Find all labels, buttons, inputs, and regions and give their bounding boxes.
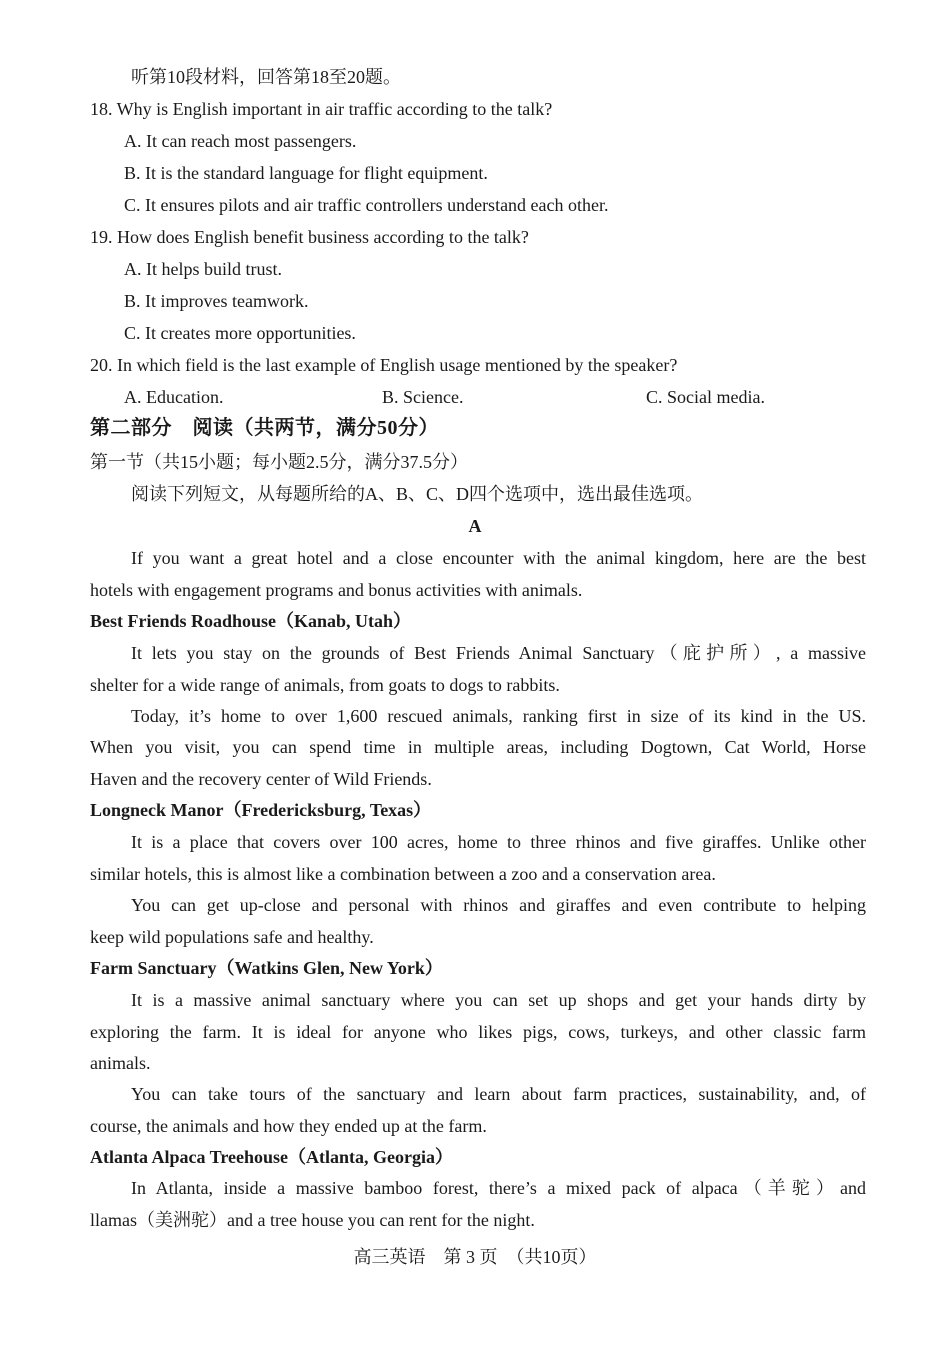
passage-intro-line-1: If you want a great hotel and a close encounter with the animal kingdom, here are the best (131, 548, 866, 568)
paragraph-line: exploring the farm. It is ideal for anyone who likes pigs, cows, turkeys, and other classic farm (90, 1022, 866, 1042)
paragraph-line: It lets you stay on the grounds of Best Friends Animal Sanctuary（庇护所）, a massive (131, 643, 866, 663)
question-20-option-a: A. Education. (124, 387, 224, 407)
question-18-stem: 18. Why is English important in air traffic according to the talk? (90, 99, 553, 119)
hotel-heading-farm-sanctuary: Farm Sanctuary（Watkins Glen, New York） (90, 958, 443, 978)
paragraph-line: When you visit, you can spend time in multiple areas, including Dogtown, Cat World, Horse (90, 737, 866, 757)
question-20-stem: 20. In which field is the last example of English usage mentioned by the speaker? (90, 355, 678, 375)
question-19-stem: 19. How does English benefit business according to the talk? (90, 227, 529, 247)
paragraph-line: Haven and the recovery center of Wild Friends. (90, 769, 432, 789)
reading-instruction: 阅读下列短文，从每题所给的A、B、C、D四个选项中，选出最佳选项。 (131, 484, 704, 504)
page-footer: 高三英语 第 3 页 （共10页） (353, 1247, 597, 1267)
question-19-option-c: C. It creates more opportunities. (124, 323, 356, 343)
listening-instruction: 听第10段材料，回答第18至20题。 (131, 67, 401, 87)
section-one-title: 第一节（共15小题；每小题2.5分，满分37.5分） (90, 452, 468, 472)
question-20-option-b: B. Science. (382, 387, 464, 407)
paragraph-line: animals. (90, 1053, 151, 1073)
paragraph-line: It is a place that covers over 100 acres, home to three rhinos and five giraffes. Unlike other (131, 832, 866, 852)
paragraph-line: Today, it’s home to over 1,600 rescued animals, ranking first in size of its kind in the US. (131, 706, 866, 726)
paragraph-line: similar hotels, this is almost like a combination between a zoo and a conservation area. (90, 864, 716, 884)
paragraph-line: keep wild populations safe and healthy. (90, 927, 374, 947)
paragraph-line: shelter for a wide range of animals, from goats to dogs to rabbits. (90, 675, 560, 695)
hotel-heading-atlanta-alpaca: Atlanta Alpaca Treehouse（Atlanta, Georgia） (90, 1147, 453, 1167)
hotel-heading-longneck-manor: Longneck Manor（Fredericksburg, Texas） (90, 800, 432, 820)
paragraph-line: llamas（美洲驼）and a tree house you can rent for the night. (90, 1210, 535, 1230)
hotel-heading-best-friends: Best Friends Roadhouse（Kanab, Utah） (90, 611, 412, 631)
question-19-option-b: B. It improves teamwork. (124, 291, 309, 311)
question-18-option-b: B. It is the standard language for flight equipment. (124, 163, 488, 183)
paragraph-line: It is a massive animal sanctuary where you can set up shops and get your hands dirty by (131, 990, 866, 1010)
paragraph-line: course, the animals and how they ended up at the farm. (90, 1116, 487, 1136)
question-19-option-a: A. It helps build trust. (124, 259, 282, 279)
paragraph-line: You can take tours of the sanctuary and learn about farm practices, sustainability, and, of (131, 1084, 866, 1104)
question-18-option-c: C. It ensures pilots and air traffic controllers understand each other. (124, 195, 609, 215)
question-18-option-a: A. It can reach most passengers. (124, 131, 357, 151)
question-20-options (0, 385, 950, 409)
part-two-title: 第二部分 阅读（共两节，满分50分） (90, 417, 439, 439)
paragraph-line: You can get up-close and personal with rhinos and giraffes and even contribute to helping (131, 895, 866, 915)
passage-label: A (468, 516, 482, 536)
passage-intro-line-2: hotels with engagement programs and bonus activities with animals. (90, 580, 583, 600)
question-20-option-c: C. Social media. (646, 387, 765, 407)
paragraph-line: In Atlanta, inside a massive bamboo forest, there’s a mixed pack of alpaca（羊驼）and (131, 1178, 866, 1198)
